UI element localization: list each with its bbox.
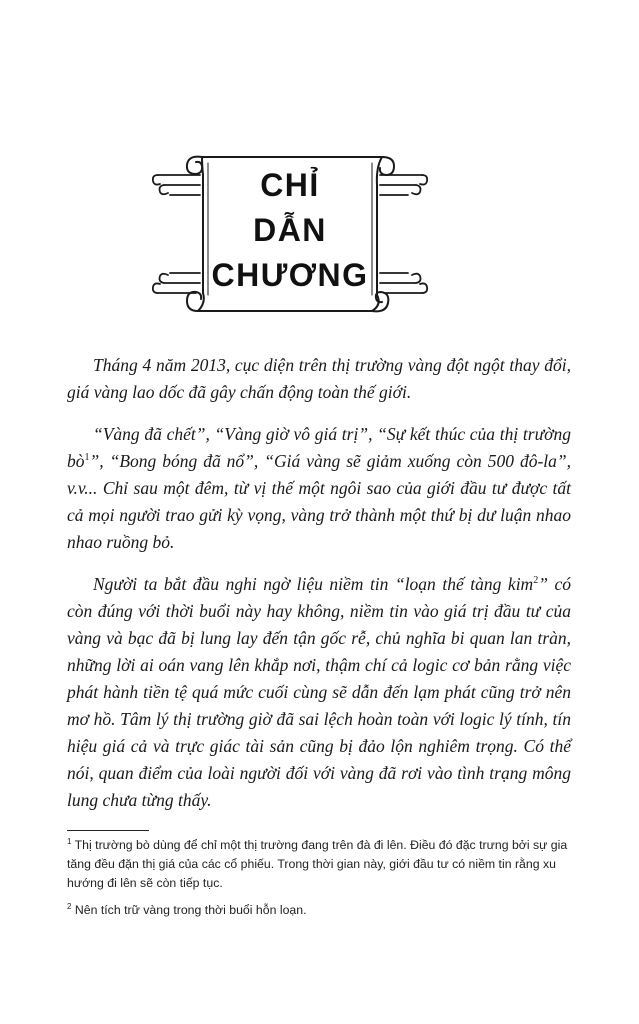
paragraph-2-text-a: “Vàng đã chết”, “Vàng giờ vô giá trị”, “Sự kết thúc của thị trường bò — [67, 424, 571, 471]
chapter-title-line-3: CHƯƠNG — [211, 257, 369, 293]
chapter-title-banner — [150, 145, 430, 320]
footnote-2-mark: 2 — [67, 901, 72, 911]
footnote-2-text: Nên tích trữ vàng trong thời buổi hỗn loạn. — [74, 903, 307, 917]
body-text — [67, 352, 571, 814]
chapter-title-line-1: CHỈ — [260, 167, 320, 203]
footnote-1-text: Thị trường bò dùng để chỉ một thị trường đang trên đà đi lên. Điều đó đặc trưng bởi sự gia tăng đều đặn thị giá của các cổ phiếu. Trong thời gian này, giới đầu tư có niềm tin rằng xu hướng đi lên sẽ còn tiếp tục. — [67, 838, 568, 890]
footnote-1 — [67, 836, 571, 893]
paragraph-2 — [67, 421, 571, 556]
footnote-2 — [67, 901, 571, 920]
footnote-1-mark: 1 — [67, 836, 72, 846]
chapter-title — [205, 163, 375, 298]
paragraph-1: Tháng 4 năm 2013, cục diện trên thị trường vàng đột ngột thay đổi, giá vàng lao dốc đã gây chấn động toàn thế giới. — [67, 355, 571, 402]
footnote-divider — [67, 830, 149, 831]
paragraph-3 — [67, 571, 571, 814]
footnotes — [67, 836, 571, 928]
footnote-ref-1[interactable]: 1 — [84, 452, 90, 464]
paragraph-3-text-a: Người ta bắt đầu nghi ngờ liệu niềm tin “loạn thế tàng kim — [93, 574, 534, 594]
paragraph-2-text-b: ”, “Bong bóng đã nổ”, “Giá vàng sẽ giảm xuống còn 500 đô-la”, v.v... Chỉ sau một đêm, từ vị thế một ngôi sao của giới đầu tư được tất cả mọi người trao gửi kỳ vọng, vàng trở thành một thứ bị dư luận nhao nhao ruồng bỏ. — [67, 451, 571, 552]
footnote-ref-2[interactable]: 2 — [533, 575, 539, 587]
paragraph-3-text-b: ” có còn đúng với thời buổi này hay không, niềm tin vào giá trị đầu tư của vàng và bạc đã bị lung lay đến tận gốc rễ, chủ nghĩa bi quan lan tràn, những lời ai oán vang lên khắp nơi, thậm chí cả logic cơ bản rằng việc phát hành tiền tệ quá mức cuối cùng sẽ dẫn đến lạm phát cũng trở nên mơ hồ. Tâm lý thị trường giờ đã sai lệch hoàn toàn với logic lý tính, tín hiệu giá cả và trực giác tài sản cũng bị đảo lộn nghiêm trọng. Có thể nói, quan điểm của loài người đối với vàng đã rơi vào tình trạng mông lung chưa từng thấy. — [67, 574, 571, 810]
chapter-title-line-2: DẪN — [253, 212, 327, 248]
